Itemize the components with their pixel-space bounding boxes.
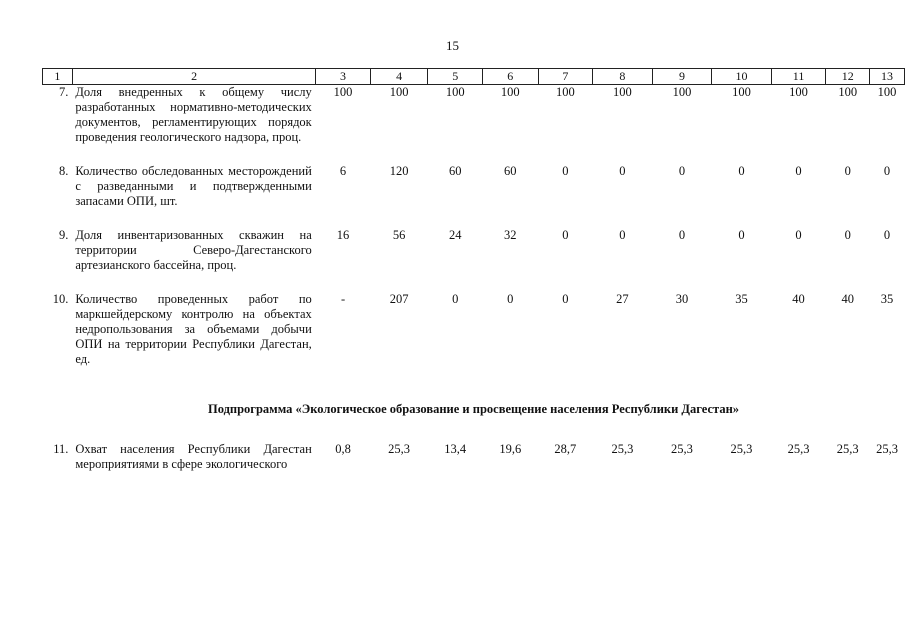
value-cell: 0	[883, 228, 891, 242]
value-cell: 13,4	[444, 442, 467, 456]
column-number: 4	[370, 69, 428, 85]
row-number: 10.	[52, 292, 69, 306]
value-cell: 6	[339, 164, 347, 178]
indicator-name: Доля инвентаризованных скважин на территории Северо-Дагестанского артезианского бассейна, проц.	[75, 228, 312, 272]
value-cell: 60	[448, 164, 462, 178]
row-number: 7.	[58, 85, 69, 99]
value-cell: 100	[500, 85, 520, 99]
value-cell: 100	[732, 85, 751, 99]
value-cell: 100	[555, 85, 575, 99]
row-number: 9.	[58, 228, 69, 242]
value-cell: 0	[507, 292, 514, 306]
value-cell: -	[340, 292, 346, 306]
table-row	[43, 85, 905, 146]
column-number: 10	[712, 69, 772, 85]
value-cell: 0	[738, 228, 745, 242]
column-number: 5	[428, 69, 483, 85]
column-number: 1	[43, 69, 73, 85]
value-cell: 25,3	[730, 442, 753, 456]
column-number: 3	[316, 69, 371, 85]
value-cell: 32	[504, 228, 517, 242]
value-cell: 0	[795, 164, 802, 178]
column-number: 6	[482, 69, 538, 85]
column-number-row	[43, 69, 905, 85]
value-cell: 19,6	[499, 442, 522, 456]
value-cell: 27	[616, 292, 629, 306]
value-cell: 120	[389, 164, 409, 178]
subprogram-title: Подпрограмма «Экологическое образование и просвещение населения Республики Дагестан»	[207, 402, 740, 416]
value-cell: 100	[333, 85, 353, 99]
value-cell: 0	[678, 164, 686, 178]
value-cell: 25,3	[388, 442, 411, 456]
value-cell: 0	[619, 164, 626, 178]
value-cell: 0	[795, 228, 802, 242]
value-cell: 0	[678, 228, 686, 242]
column-number: 2	[72, 69, 315, 85]
indicator-name: Охват населения Республики Дагестан мероприятиями в сфере экологического	[75, 442, 312, 471]
value-cell: 100	[672, 85, 692, 99]
value-cell: 0,8	[335, 442, 351, 456]
value-cell: 0	[562, 164, 569, 178]
value-cell: 0	[452, 292, 459, 306]
value-cell: 25,3	[876, 442, 898, 456]
value-cell: 60	[504, 164, 517, 178]
table-row	[43, 164, 905, 209]
value-cell: 0	[738, 164, 745, 178]
value-cell: 0	[844, 164, 851, 178]
value-cell: 25,3	[836, 442, 859, 456]
column-number: 12	[826, 69, 870, 85]
value-cell: 0	[619, 228, 626, 242]
subprogram-heading-row	[43, 395, 905, 423]
column-number: 9	[652, 69, 712, 85]
table-row	[43, 292, 905, 367]
row-number: 11.	[53, 442, 69, 456]
value-cell: 0	[562, 292, 569, 306]
indicators-table	[42, 68, 905, 487]
value-cell: 35	[735, 292, 748, 306]
table-row	[43, 442, 905, 487]
value-cell: 0	[844, 228, 851, 242]
value-cell: 207	[389, 292, 409, 306]
value-cell: 25,3	[787, 442, 810, 456]
value-cell: 16	[336, 228, 350, 242]
value-cell: 28,7	[554, 442, 577, 456]
indicator-name: Доля внедренных к общему числу разработанных нормативно-методических документов, регламентирующих порядок проведения геологического надзора, проц.	[75, 85, 312, 144]
table-row	[43, 228, 905, 273]
value-cell: 100	[389, 85, 409, 99]
value-cell: 0	[883, 164, 891, 178]
value-cell: 25,3	[611, 442, 634, 456]
value-cell: 35	[880, 292, 894, 306]
value-cell: 100	[838, 85, 858, 99]
value-cell: 40	[841, 292, 854, 306]
value-cell: 0	[562, 228, 569, 242]
row-number: 8.	[58, 164, 69, 178]
value-cell: 25,3	[671, 442, 693, 456]
page-number: 15	[446, 38, 459, 53]
indicator-name: Количество проведенных работ по маркшейдерскому контролю на объектах недропользования за объемами добычи ОПИ на территории Республики Дагестан, ед.	[75, 292, 312, 366]
value-cell: 100	[789, 85, 808, 99]
value-cell: 100	[877, 85, 897, 99]
column-number: 13	[870, 69, 905, 85]
value-cell: 100	[613, 85, 632, 99]
column-number: 7	[538, 69, 593, 85]
value-cell: 56	[392, 228, 406, 242]
column-number: 11	[771, 69, 826, 85]
column-number: 8	[593, 69, 653, 85]
value-cell: 30	[675, 292, 689, 306]
indicator-name: Количество обследованных месторождений с разведанными и подтвержденными запасами ОПИ, шт.	[75, 164, 312, 208]
value-cell: 40	[792, 292, 805, 306]
value-cell: 24	[448, 228, 462, 242]
value-cell: 100	[445, 85, 465, 99]
